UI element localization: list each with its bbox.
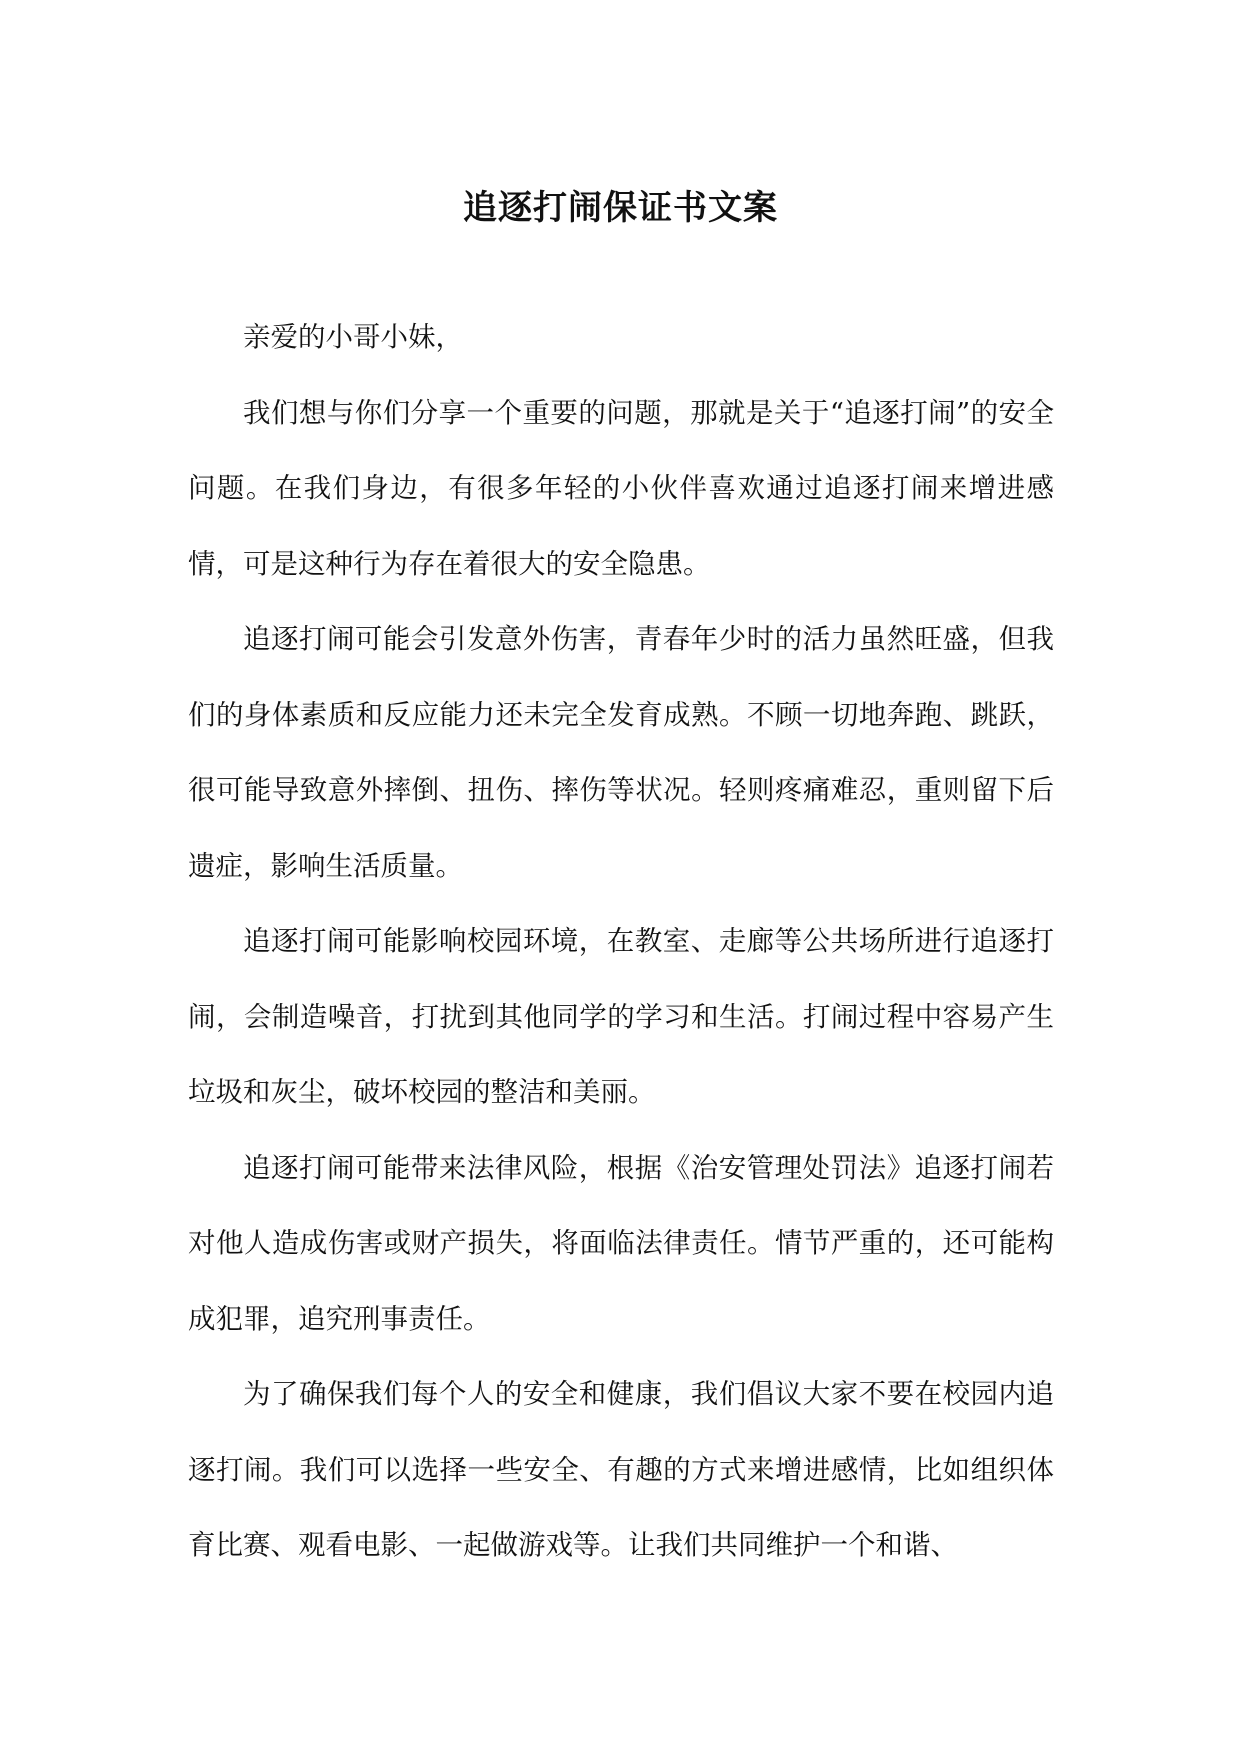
paragraph-legal-risk: 追逐打闹可能带来法律风险，根据《治安管理处罚法》追逐打闹若对他人造成伤害或财产损失，将面临法律责任。情节严重的，还可能构成犯罪，追究刑事责任。	[188, 1151, 1054, 1335]
document-title: 追逐打闹保证书文案	[463, 188, 778, 228]
paragraph-campus-environment: 追逐打闹可能影响校园环境，在教室、走廊等公共场所进行追逐打闹，会制造噪音，打扰到其他同学的学习和生活。打闹过程中容易产生垃圾和灰尘，破坏校园的整洁和美丽。	[188, 925, 1054, 1108]
greeting-line: 亲爱的小哥小妹，	[243, 321, 463, 353]
paragraph-injury-risk: 追逐打闹可能会引发意外伤害，青春年少时的活力虽然旺盛，但我们的身体素质和反应能力还未完全发育成熟。不顾一切地奔跑、跳跃，很可能导致意外摔倒、扭伤、摔伤等状况。轻则疼痛难忍，重则留下后遗症，影响生活质量。	[188, 623, 1054, 882]
paragraph-proposal: 为了确保我们每个人的安全和健康，我们倡议大家不要在校园内追逐打闹。我们可以选择一些安全、有趣的方式来增进感情，比如组织体育比赛、观看电影、一起做游戏等。让我们共同维护一个和谐、	[188, 1378, 1054, 1561]
paragraph-intro: 我们想与你们分享一个重要的问题，那就是关于“追逐打闹”的安全问题。在我们身边，有很多年轻的小伙伴喜欢通过追逐打闹来增进感情，可是这种行为存在着很大的安全隐患。	[188, 396, 1054, 580]
document-body	[188, 300, 1054, 1584]
